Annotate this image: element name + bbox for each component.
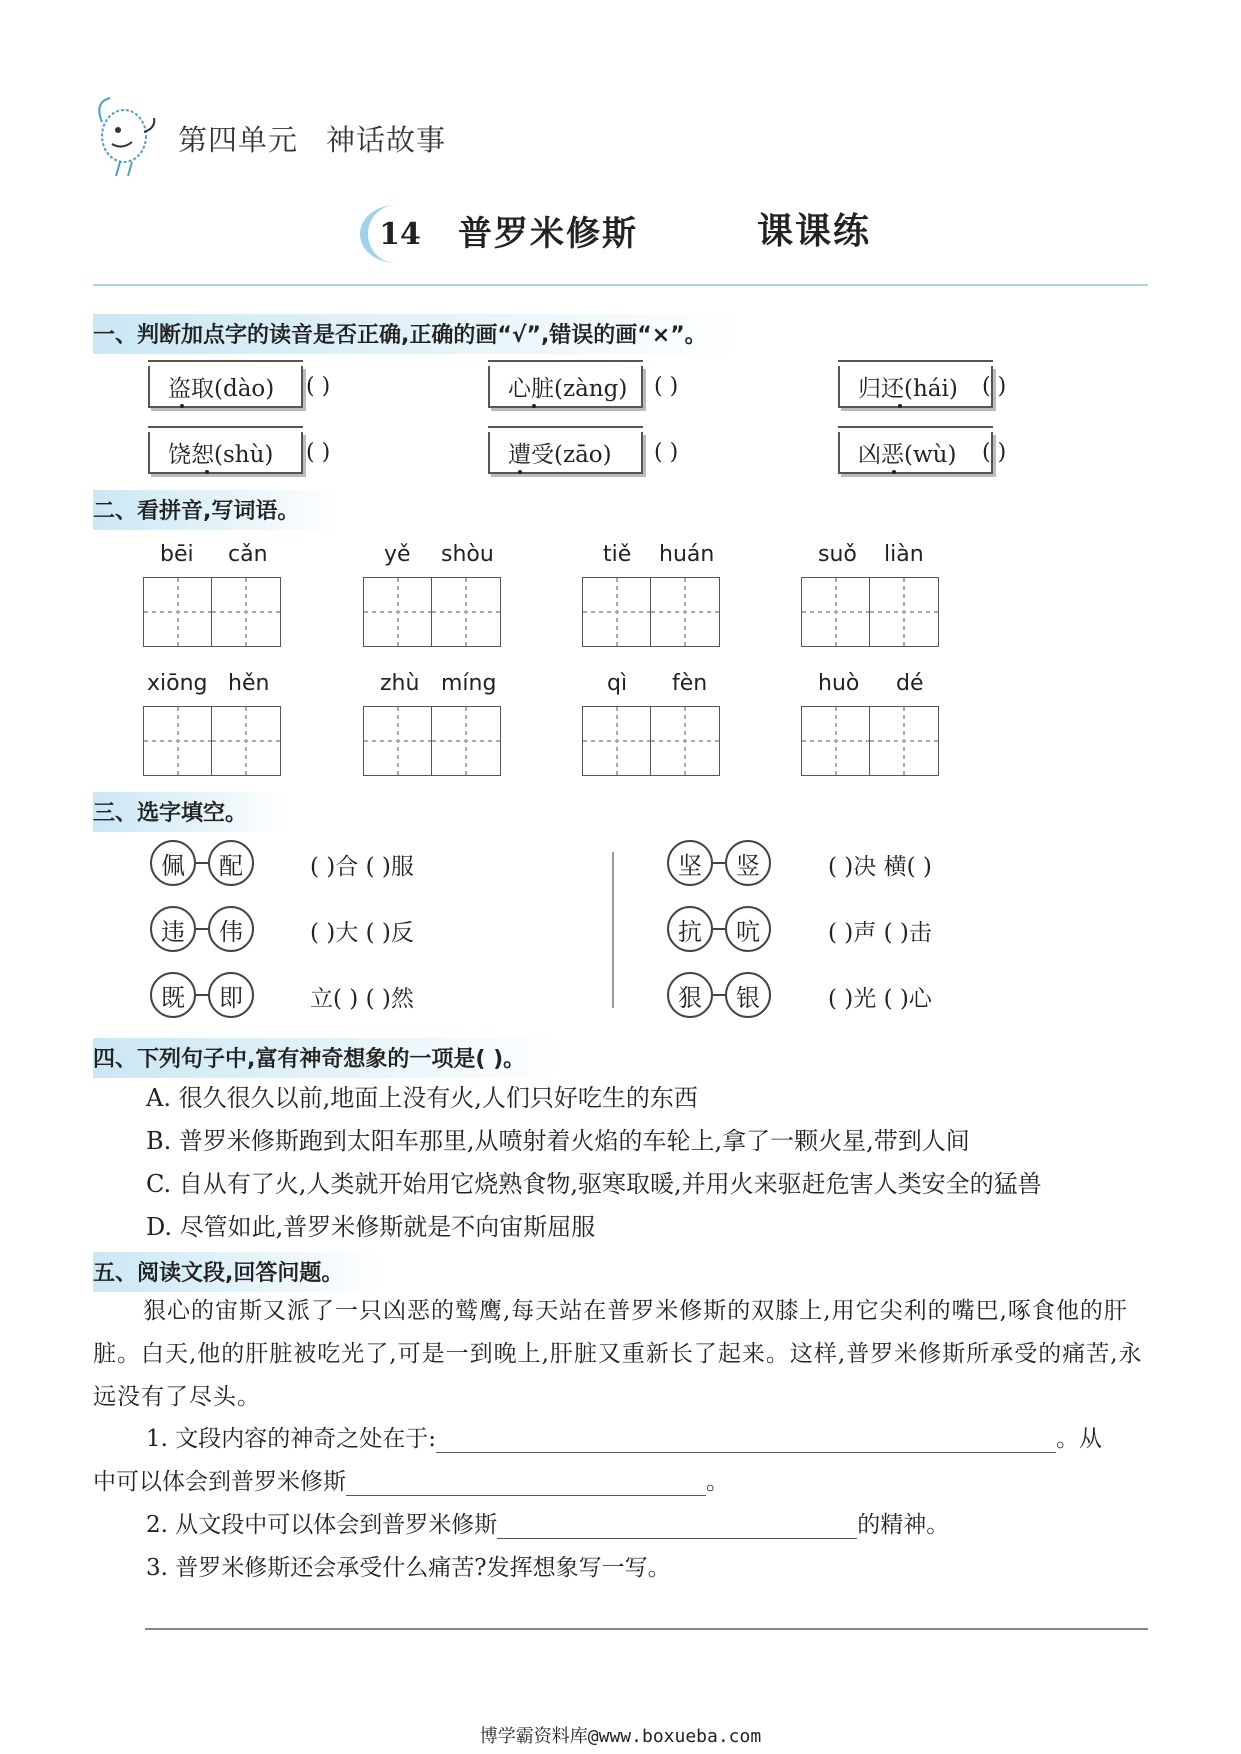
emphasis-dot bbox=[518, 470, 522, 474]
choice-char: 配 bbox=[208, 840, 254, 886]
pinyin: huò bbox=[818, 671, 860, 696]
reading-passage: 狠心的宙斯又派了一只凶恶的鹫鹰,每天站在普罗米修斯的双膝上,用它尖利的嘴巴,啄食他的肝脏。白天,他的肝脏被吃光了,可是一到晚上,肝脏又重新长了起来。这样,普罗米修斯所承受的痛苦,永远没有了尽头。 bbox=[93, 1298, 1143, 1410]
writing-grid[interactable] bbox=[801, 706, 939, 776]
char-pair-glasses bbox=[667, 840, 771, 886]
question-1-cont bbox=[93, 1463, 729, 1496]
answer-paren[interactable]: ( ) bbox=[982, 374, 1007, 399]
pinyin: yě bbox=[384, 542, 411, 567]
answer-line[interactable] bbox=[436, 1426, 1056, 1453]
writing-grid[interactable] bbox=[582, 577, 720, 647]
option-b[interactable]: B. 普罗米修斯跑到太阳车那里,从喷射着火焰的车轮上,拿了一颗火星,带到人间 bbox=[146, 1127, 970, 1155]
choice-char: 坚 bbox=[667, 840, 713, 886]
judge-item: 凶恶(wù) bbox=[838, 432, 993, 474]
writing-grid[interactable] bbox=[582, 706, 720, 776]
char-pair-glasses bbox=[150, 972, 254, 1018]
pinyin: tiě bbox=[603, 542, 632, 567]
emphasis-dot bbox=[180, 404, 184, 408]
option-c[interactable]: C. 自从有了火,人类就开始用它烧熟食物,驱寒取暖,并用火来驱赶危害人类安全的猛兽 bbox=[146, 1170, 1042, 1198]
question-1-text: 1. 文段内容的神奇之处在于: bbox=[146, 1426, 437, 1452]
answer-paren[interactable]: ( ) bbox=[306, 374, 331, 399]
answer-paren[interactable]: ( ) bbox=[982, 440, 1007, 465]
question-3: 3. 普罗米修斯还会承受什么痛苦?发挥想象写一写。 bbox=[146, 1555, 671, 1581]
fill-blank[interactable]: ( )光 ( )心 bbox=[828, 986, 932, 1012]
char-pair-glasses bbox=[150, 906, 254, 952]
column-divider bbox=[612, 852, 614, 1008]
pinyin: shòu bbox=[441, 542, 494, 567]
fill-blank[interactable]: ( )决 横( ) bbox=[828, 854, 932, 880]
answer-paren[interactable]: ( ) bbox=[306, 440, 331, 465]
emphasis-dot bbox=[898, 404, 902, 408]
question-2-text: 2. 从文段中可以体会到普罗米修斯 bbox=[146, 1512, 498, 1538]
judge-item: 盗取(dào) bbox=[148, 366, 303, 408]
lesson-number: 14 bbox=[379, 216, 421, 252]
choice-char: 抗 bbox=[667, 906, 713, 952]
question-1-suffix: 。从 bbox=[1056, 1426, 1103, 1452]
pinyin: zhù bbox=[380, 671, 420, 696]
choice-char: 吭 bbox=[725, 906, 771, 952]
choice-char: 竖 bbox=[725, 840, 771, 886]
pinyin: míng bbox=[441, 671, 497, 696]
unit-label: 第四单元 bbox=[178, 123, 299, 157]
question-2-suffix: 的精神。 bbox=[857, 1512, 950, 1538]
fill-blank[interactable]: ( )合 ( )服 bbox=[310, 854, 414, 880]
section4-heading: 四、下列句子中,富有神奇想象的一项是( )。 bbox=[93, 1038, 565, 1078]
fill-blank[interactable]: ( )大 ( )反 bbox=[310, 920, 414, 946]
judge-item: 饶恕(shù) bbox=[148, 432, 303, 474]
answer-line[interactable] bbox=[145, 1628, 1148, 1630]
judge-item: 归还(hái) bbox=[838, 366, 993, 408]
emphasis-dot bbox=[532, 404, 536, 408]
choice-char: 佩 bbox=[150, 840, 196, 886]
writing-grid[interactable] bbox=[143, 706, 281, 776]
choice-char: 狠 bbox=[667, 972, 713, 1018]
section3-heading: 三、选字填空。 bbox=[93, 792, 287, 832]
pinyin: qì bbox=[607, 671, 628, 696]
lesson-number-badge bbox=[360, 205, 432, 263]
section5-heading: 五、阅读文段,回答问题。 bbox=[93, 1252, 383, 1292]
pinyin: liàn bbox=[884, 542, 924, 567]
char-pair-glasses bbox=[667, 972, 771, 1018]
judge-item: 心脏(zàng) bbox=[488, 366, 643, 408]
emphasis-dot bbox=[205, 470, 209, 474]
writing-grid[interactable] bbox=[801, 577, 939, 647]
answer-line[interactable] bbox=[497, 1512, 857, 1539]
pinyin: huán bbox=[659, 542, 715, 567]
fill-blank[interactable]: 立( ) ( )然 bbox=[310, 986, 414, 1012]
question-1 bbox=[146, 1420, 1102, 1453]
writing-grid[interactable] bbox=[143, 577, 281, 647]
mascot-icon bbox=[92, 92, 162, 178]
writing-grid[interactable] bbox=[363, 577, 501, 647]
choice-char: 伟 bbox=[208, 906, 254, 952]
section1-heading: 一、判断加点字的读音是否正确,正确的画“√”,错误的画“×”。 bbox=[93, 314, 747, 354]
fill-blank[interactable]: ( )声 ( )击 bbox=[828, 920, 932, 946]
answer-paren[interactable]: ( ) bbox=[654, 374, 679, 399]
answer-paren[interactable]: ( ) bbox=[654, 440, 679, 465]
option-a[interactable]: A. 很久很久以前,地面上没有火,人们只好吃生的东西 bbox=[146, 1084, 698, 1112]
choice-char: 既 bbox=[150, 972, 196, 1018]
pinyin: fèn bbox=[672, 671, 708, 696]
unit-title: 神话故事 bbox=[326, 123, 447, 157]
pinyin: bēi bbox=[160, 542, 194, 567]
pinyin: suǒ bbox=[818, 542, 857, 567]
lesson-title: 普罗米修斯 bbox=[458, 214, 638, 254]
practice-label: 课课练 bbox=[757, 211, 872, 252]
answer-line[interactable] bbox=[346, 1469, 706, 1496]
question-1-end: 。 bbox=[706, 1469, 729, 1495]
judge-item: 遭受(zāo) bbox=[488, 432, 643, 474]
choice-char: 即 bbox=[208, 972, 254, 1018]
choice-char: 违 bbox=[150, 906, 196, 952]
footer-watermark: 博学霸资料库@www.boxueba.com bbox=[479, 1726, 762, 1747]
pinyin: xiōng bbox=[147, 671, 208, 696]
writing-grid[interactable] bbox=[363, 706, 501, 776]
char-pair-glasses bbox=[667, 906, 771, 952]
unit-heading bbox=[178, 118, 474, 159]
question-2 bbox=[146, 1506, 949, 1539]
option-d[interactable]: D. 尽管如此,普罗米修斯就是不向宙斯屈服 bbox=[146, 1213, 596, 1241]
question-1-text2: 中可以体会到普罗米修斯 bbox=[93, 1469, 346, 1495]
char-pair-glasses bbox=[150, 840, 254, 886]
section2-heading: 二、看拼音,写词语。 bbox=[93, 490, 339, 530]
header-divider bbox=[93, 284, 1148, 286]
pinyin: hěn bbox=[228, 671, 270, 696]
pinyin: dé bbox=[896, 671, 924, 696]
pinyin: cǎn bbox=[228, 542, 268, 567]
emphasis-dot bbox=[892, 470, 896, 474]
choice-char: 银 bbox=[725, 972, 771, 1018]
